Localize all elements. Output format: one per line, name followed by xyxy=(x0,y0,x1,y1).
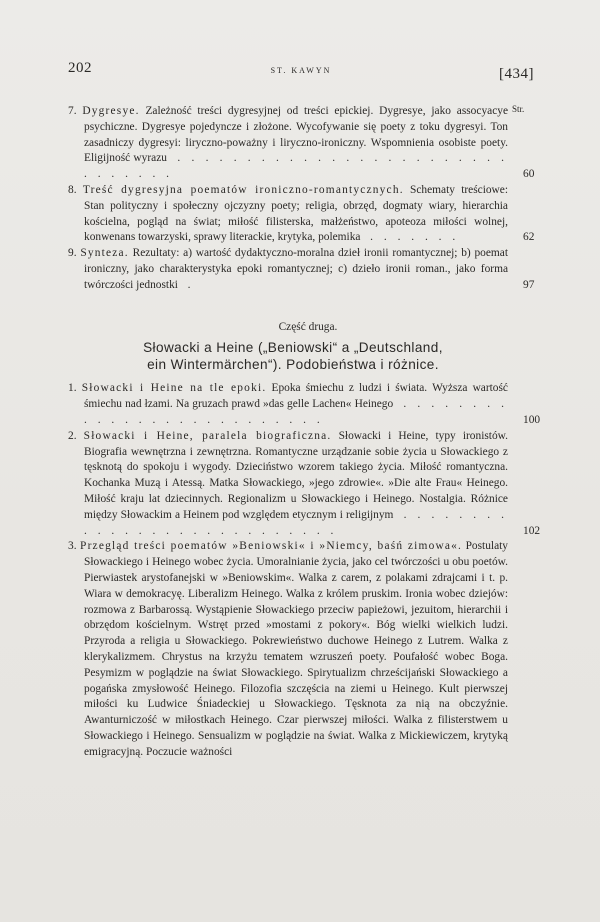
table-of-contents xyxy=(68,104,541,760)
entry-title: Słowacki i Heine na tle epoki. xyxy=(81,382,267,395)
page-number: 202 xyxy=(68,60,92,76)
entry-number: 7. xyxy=(68,105,77,117)
entry-text: Zależność treści dygresyjnej od treści epickiej. Dygresye, jako assocyacye psychiczne. Dygresye pojedyncze i złożone. Wycofywanie się poety z toku dygresyi. Ton zasadniczy dygresyi: liryczno-poważny i liryczno-ironiczny. Wspomnienia osobiste poety. Eligijność wyrazu xyxy=(84,105,508,165)
bracket-page-number: [434] xyxy=(499,66,534,82)
leader-dots: . xyxy=(180,278,195,291)
toc-entry-p2-2 xyxy=(68,429,541,540)
heading-line-2: ein Wintermärchen“). Podobieństwa i różnice. xyxy=(147,357,439,373)
running-head: ST. KAWYN xyxy=(270,66,332,75)
entry-number: 2. xyxy=(68,429,77,442)
entry-page: 62 xyxy=(523,231,535,244)
leader-dots: . . . . . . . . . . . . . . . . . . . . . . . . . . xyxy=(84,398,508,426)
leader-dots: . . . . . . . . . . . . . . . . . . . . . . . . . . . . . . . xyxy=(84,152,509,181)
entry-title: Dygresye. xyxy=(82,105,140,117)
entry-text: Postulaty Słowackiego i Heinego wobec życia. Umoralnianie życia, jako cel twórczości u obu poetów. Pierwiastek arystofanejski w »Beniowskim«. Walka z carem, z polakami zdrajcami i t. p. Wiara w demokracyę. Liberalizm Heinego. Walka z królem pruskim. Ironia wobec dziejów: rozmowa z Barbarossą. Wystąpienie Słowackiego przeciw papieżowi, jezuitom, hierarchii i obrzędom kościelnym. Wstręt przed »mostami z pokory«. Bóg wielki wielkich ludzi. Przyroda a religia u Słowackiego. Pokrewieństwo duchowe Heinego z Lutrem. Walka z klerykalizmem. Chrystus na krzyżu tematem wzruszeń poety. Poufałość wobec Boga. Pesymizm w poglądzie na świat Słowackiego. Spirytualizm chrześcijański Słowackiego a pogańska zmysłowość Heinego. Filozofia szczęścia na ziemi u Heinego. Kult pierwszej miłości ku Ludwice Śniadeckiej u Słowackiego. Tęsknota za nią na obczyźnie. Awanturniczość w miłostkach Heinego. Czar pierwszej miłości. Walka z filisterstwem u Słowackiego i Heinego. Sensualizm w poglądzie na świat. Walka z Mickiewiczem, krytyką emigracyjną. Poczucie ważności xyxy=(84,540,508,758)
entry-page: 100 xyxy=(523,413,541,426)
page-column-label: Str. xyxy=(512,104,525,114)
entry-title: Przegląd treści poematów »Beniowski« i »Niemcy, baśń zimowa«. xyxy=(80,540,463,553)
entry-title: Treść dygresyjna poematów ironiczno-romantycznych. xyxy=(82,183,404,196)
entry-text: Schematy treściowe: Stan polityczny i społeczny ojczyzny poety; religia, obrzęd, dogmaty wiary, hierarchia kościelna, pogląd na świat; miłość filisterska, małżeństwo, apoteoza miłości wolnej, konwenans towarzyski, sprawy literackie, krytyka, polemika xyxy=(84,183,509,244)
entry-number: 1. xyxy=(68,382,77,395)
entry-text: Słowacki i Heine, typy ironistów. Biografia wewnętrzna i zewnętrzna. Romantyczne urządzanie sobie życia u Słowackiego z tęsknotą do spokoju i wygody. Dzieciństwo wzorem takiego życia. Miłość romantyczna. Kochanka Muzą i Atessą. Matka Słowackiego, »jego zdrowie«. »Die alte Frau« Heinego. Miłość kraju lat dziecinnych. Regionalizm u Słowackiego i Heinego. Nostalgia. Różnice między Słowackim a Heinem pod względem etycznym i religijnym xyxy=(84,429,508,521)
page-header xyxy=(68,58,534,88)
leader-dots: . . . . . . . xyxy=(363,231,460,244)
entry-title: Synteza. xyxy=(80,247,129,260)
part-label: Część druga. xyxy=(278,320,338,333)
entry-text: Rezultaty: a) wartość dydaktyczno-moralna dzieł ironii romantycznej; b) poemat ironiczny, jako charakterystyka epoki romantycznej; c) dzieło ironii roman., jako forma twórczości jednostki xyxy=(84,247,508,291)
entry-text: Epoka śmiechu z ludzi i świata. Wyższa wartość śmiechu nad łzami. Na gruzach prawd »das gelle Lachen« Heinego xyxy=(84,382,508,411)
toc-entry-9 xyxy=(68,246,535,293)
part-heading xyxy=(68,339,508,373)
entry-number: 8. xyxy=(68,183,77,196)
toc-entry-p2-3 xyxy=(68,539,508,760)
toc-entry-8 xyxy=(68,183,535,246)
entry-title: Słowacki i Heine, paralela biograficzna. xyxy=(83,429,332,442)
entry-number: 3. xyxy=(68,540,77,553)
leader-dots: . . . . . . . . . . . . . . . . . . . . . . . . . . . xyxy=(84,508,508,537)
entry-page: 60 xyxy=(523,168,535,181)
entry-page: 102 xyxy=(523,524,541,537)
toc-entry-p2-1 xyxy=(68,381,541,428)
entry-number: 9. xyxy=(68,247,77,260)
heading-line-1: Słowacki a Heine („Beniowski“ a „Deutschland, xyxy=(143,340,443,356)
entry-page: 97 xyxy=(523,278,535,291)
